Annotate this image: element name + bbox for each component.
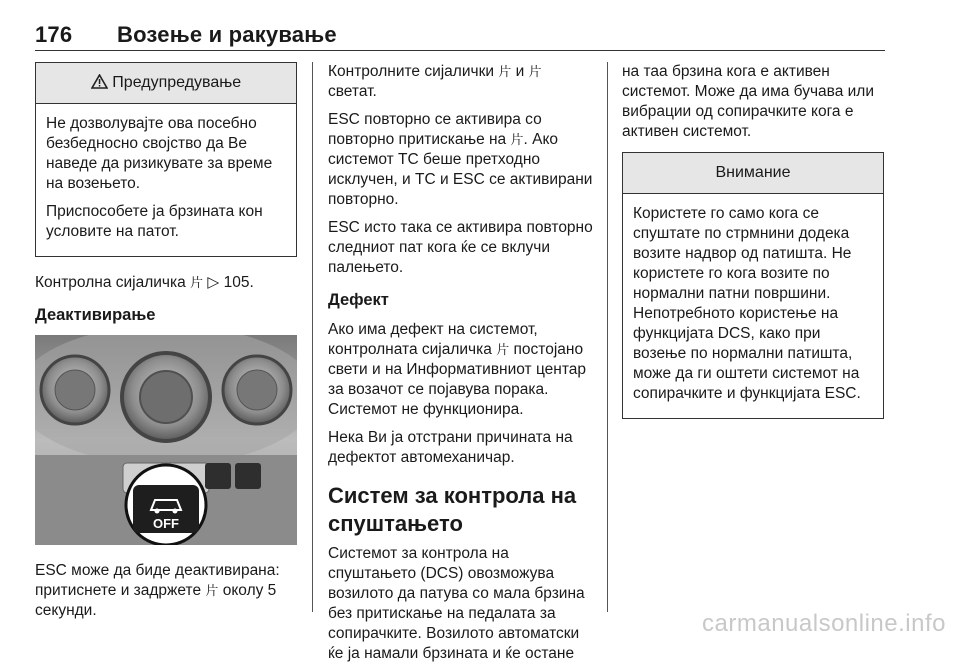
warning-text-2: Приспособете ја брзината кон условите на патот. <box>46 203 263 240</box>
paragraph-mechanic: Нека Ви ја отстрани причината на дефектот автомеханичар. <box>328 429 573 466</box>
esc-off-icon: ⽚ <box>205 583 219 598</box>
esc-warning-icon: ⽚ <box>496 342 510 357</box>
column-divider-1 <box>312 62 313 612</box>
paragraph-fault: Ако има дефект на системот, контролната сијаличка ⽚ постојано свети и на Информативниот центар за возачот се појавува порака. Системот не функционира. <box>328 321 587 418</box>
esc-button-icon: ⽚ <box>510 132 524 147</box>
heading-fault: Дефект <box>328 291 389 309</box>
warning-text-1: Не дозволувајте ова посебно безбедносно својство да Ве наведе да ризикувате за време на возењето. <box>46 115 273 192</box>
off-button-label: OFF <box>153 516 179 531</box>
warning-box-header <box>36 63 296 104</box>
notice-box-body <box>623 194 883 418</box>
page-ref-arrow-icon: ▷ <box>207 274 220 291</box>
page-header <box>35 22 337 48</box>
esc-off-indicator-icon: ⽚ <box>498 64 512 79</box>
heading-deactivation: Деактивирање <box>35 306 156 324</box>
paragraph-ignition: ESC исто така се активира повторно следниот пат кога ќе се вклучи палењето. <box>328 219 593 276</box>
page-number: 176 <box>35 22 73 47</box>
notice-box <box>622 152 884 419</box>
paragraph-dcs-cont: на таа брзина кога е активен системот. Може да има бучава или вибрации од сопирачките кога е активен системот. <box>622 63 875 140</box>
warning-box <box>35 62 297 257</box>
watermark: carmanualsonline.info <box>702 610 946 637</box>
column-3 <box>622 62 884 435</box>
notice-text: Користете го само кога се спуштате по стрмнини додека возите надвор од патишта. Не користете го кога возите по нормални патни површини. Непотребното користење на функцијата DCS, како при возење по нормални патишта, може да ги оштети системот на сопирачките и функцијата ESC. <box>633 205 861 402</box>
notice-box-header: Внимание <box>623 153 883 194</box>
page-title: Возење и ракување <box>117 22 337 47</box>
column-1 <box>35 62 297 629</box>
paragraph-dcs: Системот за контрола на спуштањето (DCS) овозможува возилото да патува со мала брзина без притискање на педалата за сопирачките. Возилото автоматски ќе ја намали брзината и ќе остане <box>328 545 585 662</box>
caption: ESC може да биде деактивирана: притиснете и задржете ⽚ околу 5 секунди. <box>35 562 280 619</box>
paragraph-lights: Контролните сијалички ⽚ и ⽚ светат. <box>328 63 542 100</box>
heading-dcs: Систем за контрола на спуштањето <box>328 483 577 536</box>
esc-off-button-photo <box>35 335 297 545</box>
column-2 <box>328 62 594 672</box>
warning-box-body <box>36 104 296 256</box>
warning-title: Предупредување <box>112 74 242 91</box>
paragraph-reactivation: ESC повторно се активира со повторно притискање на ⽚. Ако системот TC беше претходно исклучен, и TC и ESC се активирани повторно. <box>328 111 593 208</box>
column-divider-2 <box>607 62 608 612</box>
warning-triangle-icon <box>91 74 112 91</box>
esc-skid-indicator-icon: ⽚ <box>528 64 542 79</box>
control-light-line: Контролна сијаличка ⽚ ▷ 105. <box>35 274 254 291</box>
header-rule <box>35 50 885 51</box>
esc-skid-icon: ⽚ <box>190 275 204 290</box>
